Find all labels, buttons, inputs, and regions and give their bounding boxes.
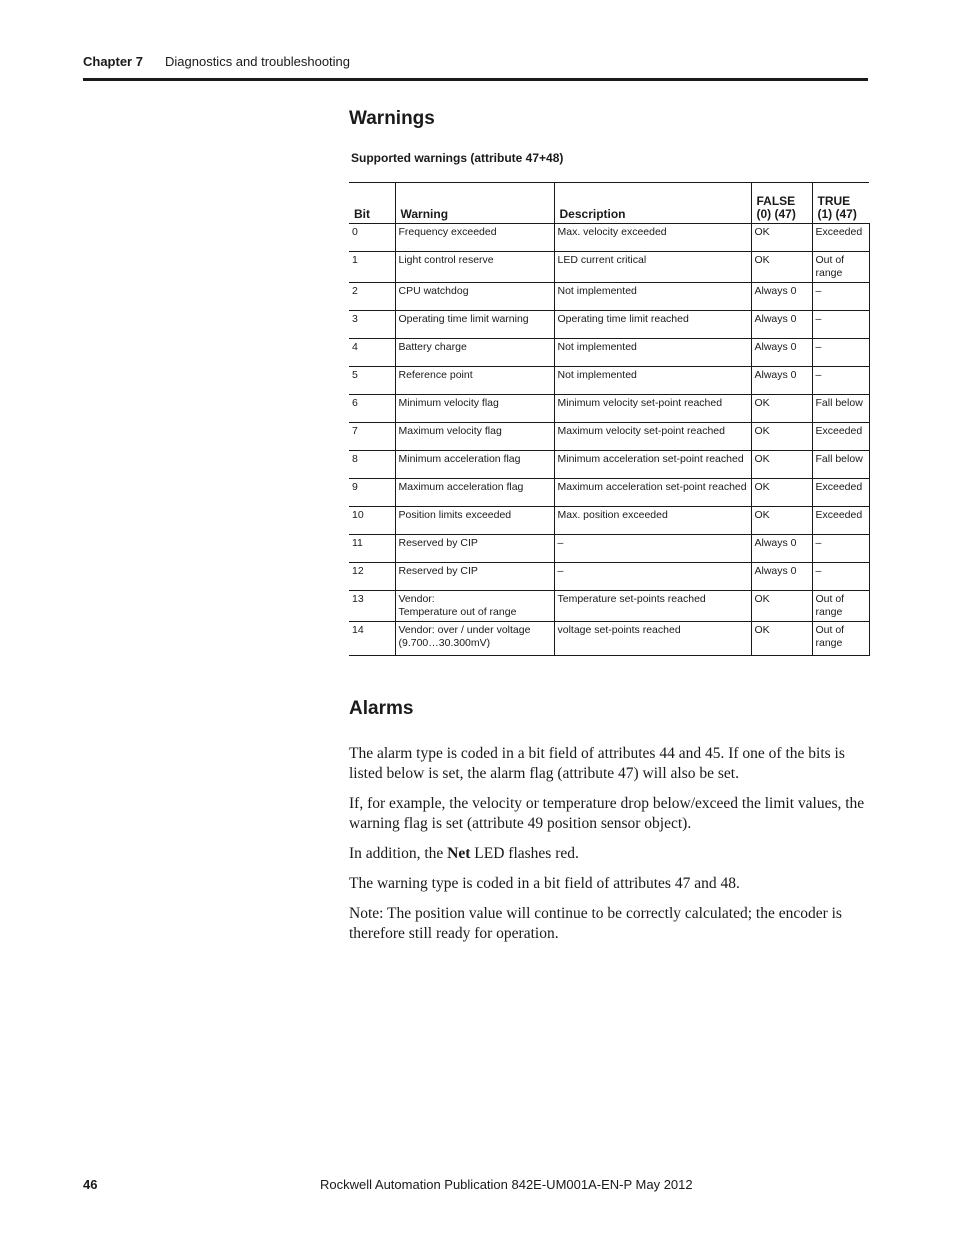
table-row	[349, 367, 869, 395]
table-row	[349, 451, 869, 479]
page-header	[83, 50, 868, 81]
bit-cell: 11	[349, 535, 395, 563]
table-row	[349, 591, 869, 622]
false-value-cell: Always 0	[751, 283, 812, 311]
false-value-cell: Always 0	[751, 535, 812, 563]
warning-cell: Reserved by CIP	[395, 535, 554, 563]
bit-cell: 6	[349, 395, 395, 423]
false-value-cell: OK	[751, 591, 812, 622]
description-cell: –	[554, 563, 751, 591]
warning-cell: Reference point	[395, 367, 554, 395]
bit-cell: 13	[349, 591, 395, 622]
false-value-cell: Always 0	[751, 311, 812, 339]
column-header-warning: Warning	[395, 183, 554, 224]
paragraph: If, for example, the velocity or temperature drop below/exceed the limit values, the warning flag is set (attribute 49 position sensor object).	[349, 795, 865, 832]
warning-cell: Maximum acceleration flag	[395, 479, 554, 507]
true-value-cell: Out of range	[812, 252, 869, 283]
bit-cell: 4	[349, 339, 395, 367]
table-row	[349, 423, 869, 451]
column-header-bit: Bit	[349, 183, 395, 224]
table-row	[349, 563, 869, 591]
true-value-cell: –	[812, 311, 869, 339]
table-row	[349, 283, 869, 311]
false-value-cell: OK	[751, 423, 812, 451]
bit-cell: 12	[349, 563, 395, 591]
false-value-cell: Always 0	[751, 563, 812, 591]
true-value-cell: Out of range	[812, 591, 869, 622]
table-row	[349, 395, 869, 423]
description-cell: voltage set-points reached	[554, 622, 751, 656]
chapter-label: Chapter 7	[83, 54, 143, 69]
net-led-label: Net	[447, 845, 471, 862]
warning-cell: Minimum velocity flag	[395, 395, 554, 423]
bit-cell: 1	[349, 252, 395, 283]
table-row	[349, 507, 869, 535]
true-value-cell: –	[812, 283, 869, 311]
column-header-description: Description	[554, 183, 751, 224]
bit-cell: 7	[349, 423, 395, 451]
alarms-heading: Alarms	[349, 698, 414, 719]
table-body	[349, 224, 869, 656]
warning-cell: Operating time limit warning	[395, 311, 554, 339]
bit-cell: 8	[349, 451, 395, 479]
table-row	[349, 535, 869, 563]
description-cell: Maximum acceleration set-point reached	[554, 479, 751, 507]
true-value-cell: Exceeded	[812, 507, 869, 535]
paragraph: The warning type is coded in a bit field of attributes 47 and 48.	[349, 875, 740, 892]
column-header-false: FALSE (0) (47)	[751, 183, 812, 224]
warning-cell: Frequency exceeded	[395, 224, 554, 252]
table-row	[349, 339, 869, 367]
true-value-cell: Exceeded	[812, 479, 869, 507]
description-cell: Not implemented	[554, 367, 751, 395]
true-value-cell: Fall below	[812, 451, 869, 479]
description-cell: Temperature set-points reached	[554, 591, 751, 622]
text-span: In addition, the	[349, 845, 448, 862]
warning-cell: Position limits exceeded	[395, 507, 554, 535]
warning-cell: Battery charge	[395, 339, 554, 367]
warning-cell: Light control reserve	[395, 252, 554, 283]
table-row	[349, 224, 869, 252]
true-value-cell: Fall below	[812, 395, 869, 423]
bit-cell: 10	[349, 507, 395, 535]
table-caption: Supported warnings (attribute 47+48)	[351, 151, 564, 165]
paragraph: The alarm type is coded in a bit field of attributes 44 and 45. If one of the bits is listed below is set, the alarm flag (attribute 47) will also be set.	[349, 745, 845, 782]
false-value-cell: OK	[751, 395, 812, 423]
true-value-cell: –	[812, 563, 869, 591]
false-value-cell: OK	[751, 507, 812, 535]
column-header-true: TRUE (1) (47)	[812, 183, 869, 224]
true-value-cell: –	[812, 367, 869, 395]
false-value-cell: OK	[751, 224, 812, 252]
chapter-title: Diagnostics and troubleshooting	[165, 54, 351, 69]
warnings-table	[349, 182, 870, 656]
description-cell: LED current critical	[554, 252, 751, 283]
table-row	[349, 479, 869, 507]
true-value-cell: –	[812, 339, 869, 367]
description-cell: Max. velocity exceeded	[554, 224, 751, 252]
true-value-cell: Exceeded	[812, 423, 869, 451]
false-value-cell: OK	[751, 622, 812, 656]
table-header-row	[349, 183, 869, 224]
description-cell: Operating time limit reached	[554, 311, 751, 339]
publication-info: Rockwell Automation Publication 842E-UM001A-EN-P May 2012	[320, 1177, 693, 1192]
warnings-heading: Warnings	[349, 108, 435, 129]
description-cell: Minimum acceleration set-point reached	[554, 451, 751, 479]
warning-cell: Vendor: over / under voltage (9.700…30.300mV)	[395, 622, 554, 656]
warning-cell: Minimum acceleration flag	[395, 451, 554, 479]
description-cell: Maximum velocity set-point reached	[554, 423, 751, 451]
description-cell: –	[554, 535, 751, 563]
paragraph: Note: The position value will continue to be correctly calculated; the encoder is therefore still ready for operation.	[349, 905, 842, 942]
bit-cell: 3	[349, 311, 395, 339]
warning-cell: Vendor: Temperature out of range	[395, 591, 554, 622]
true-value-cell: Out of range	[812, 622, 869, 656]
description-cell: Not implemented	[554, 283, 751, 311]
alarms-body	[349, 744, 869, 954]
description-cell: Minimum velocity set-point reached	[554, 395, 751, 423]
false-value-cell: Always 0	[751, 367, 812, 395]
true-value-cell: Exceeded	[812, 224, 869, 252]
true-value-cell: –	[812, 535, 869, 563]
text-span: LED flashes red.	[470, 845, 579, 862]
warning-cell: Maximum velocity flag	[395, 423, 554, 451]
table-row	[349, 622, 869, 656]
false-value-cell: OK	[751, 451, 812, 479]
bit-cell: 9	[349, 479, 395, 507]
false-value-cell: OK	[751, 479, 812, 507]
bit-cell: 14	[349, 622, 395, 656]
description-cell: Max. position exceeded	[554, 507, 751, 535]
paragraph	[349, 844, 869, 864]
bit-cell: 5	[349, 367, 395, 395]
false-value-cell: Always 0	[751, 339, 812, 367]
bit-cell: 0	[349, 224, 395, 252]
false-value-cell: OK	[751, 252, 812, 283]
description-cell: Not implemented	[554, 339, 751, 367]
table-row	[349, 252, 869, 283]
warning-cell: Reserved by CIP	[395, 563, 554, 591]
table-row	[349, 311, 869, 339]
bit-cell: 2	[349, 283, 395, 311]
warning-cell: CPU watchdog	[395, 283, 554, 311]
page-number: 46	[83, 1177, 98, 1192]
